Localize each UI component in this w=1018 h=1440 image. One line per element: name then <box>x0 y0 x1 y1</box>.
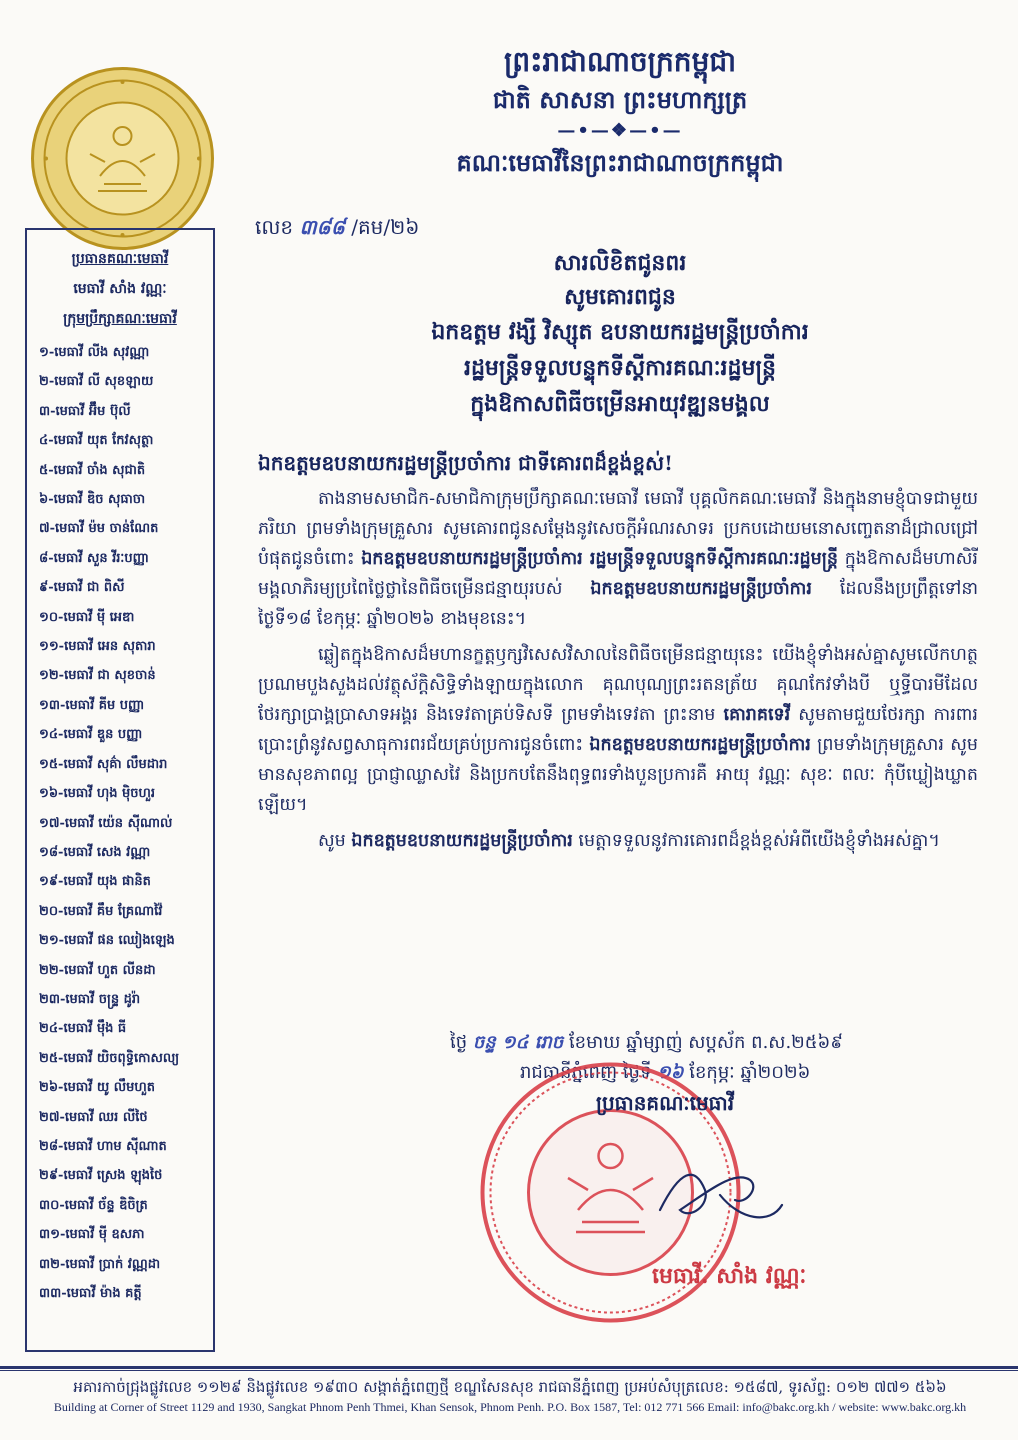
body-paragraph-2 <box>258 640 978 820</box>
body-paragraph-3 <box>258 826 978 856</box>
body-text: ព្រមទាំងក្រុមគ្រួសារ សូមមានសុខភាពល្អ ប្រាជ្ញាឈ្លាសវៃ និងប្រកបតែនឹងពុទ្ធពរទាំងបួនប្រការគឺ អាយុ វណ្ណៈ សុខៈ ពលៈ កុំបីឃ្លៀងឃ្លាតឡើយ។ <box>258 735 978 815</box>
council-member-list <box>27 338 213 1308</box>
council-member: ២៥-មេធាវី យិចពុទ្ធិកោសល្យ <box>39 1050 180 1066</box>
council-member: ២៦-មេធាវី យូ លឹមហួត <box>39 1080 156 1096</box>
signatory-title: ប្រធានគណៈមេធាវី <box>596 1091 735 1115</box>
letter-body <box>258 484 978 862</box>
council-member: ១៣-មេធាវី គីម បញ្ញា <box>39 697 145 713</box>
council-member: ៣២-មេធាវី ប្រាក់ វណ្ណដា <box>39 1256 161 1272</box>
council-member: ២៧-មេធាវី ឈរ លីថៃ <box>39 1109 148 1125</box>
kingdom-title: ព្រះរាជាណាចក្រកម្ពុជា <box>503 45 736 78</box>
council-member: ២២-មេធាវី ហួត លីនដា <box>39 962 156 978</box>
council-member: ១៧-មេធាវី យ៉េន ស៊ីណាល់ <box>39 815 173 831</box>
header-ornament: —•—❖—•— <box>557 120 683 141</box>
reference-suffix: /គម/២៦ <box>351 215 420 239</box>
council-member: ២៨-មេធាវី ហាម ស៊ីណាត <box>39 1138 167 1154</box>
sidebar-council-heading: ក្រុមប្រឹក្សាគណៈមេធាវី <box>63 311 177 327</box>
council-member: ២០-មេធាវី គឹម គ្រែណាវ៉ៃ <box>39 903 163 919</box>
solar-date-handwritten: ១៦ <box>657 1062 684 1083</box>
council-member: ២១-មេធាវី ផន ឈៀងឡេង <box>39 933 175 949</box>
council-sidebar <box>25 228 215 1352</box>
reference-handwritten-number: ៣៨៨ <box>299 215 345 239</box>
body-text: ក្នុងឱកាសដ៏មហាសិរីមង្គលាភិរម្យប្រពៃថ្លៃថ្លានៃពិធីចម្រើនជន្មាយុរបស់ <box>258 549 978 599</box>
lunar-date-suffix: ខែមាឃ ឆ្នាំម្សាញ់ សប្តស័ក ព.ស.២៥៦៩ <box>568 1032 844 1053</box>
salutation: ឯកឧត្តមឧបនាយករដ្ឋមន្ត្រីប្រចាំការ ជាទីគោរពដ៏ខ្ពង់ខ្ពស់! <box>258 451 673 475</box>
council-member: ១១-មេធាវី អេន សុតារា <box>39 639 156 655</box>
body-text: មេត្តាទទួលនូវការគោរពដ៏ខ្ពង់ខ្ពស់អំពីយើងខ្ញុំទាំងអស់គ្នា។ <box>578 831 940 851</box>
sidebar-president-name: មេធាវី សាំង វណ្ណៈ <box>73 281 167 297</box>
sidebar-president-heading: ប្រធានគណៈមេធាវី <box>71 251 169 267</box>
organization-name: គណៈមេធាវីនៃព្រះរាជាណាចក្រកម្ពុជា <box>456 148 784 177</box>
body-text: ដែលនឹងប្រព្រឹត្តទៅនាថ្ងៃទី១៨ ខែកុម្ភៈ ឆ្នាំ២០២៦ ខាងមុខនេះ។ <box>258 579 978 629</box>
solar-date-suffix: ខែកុម្ភៈ ឆ្នាំ២០២៦ <box>689 1062 811 1083</box>
lunar-date <box>450 1030 843 1057</box>
footer-english-address: Building at Corner of Street 1129 and 1930, Sangkat Phnom Penh Thmei, Khan Sensok, Phnom Penh. P.O. Box 1587, Tel: 012 771 566 Email: info@bakc.org.kh / website: www.bakc.org.kh <box>53 1400 967 1414</box>
lunar-date-handwritten: ចន្ទ ១៤ រោច <box>472 1032 564 1053</box>
council-member: ៨-មេធាវី សួន វីរៈបញ្ញា <box>39 550 149 566</box>
body-text: សូមតាមជួយថែរក្សា ការពារ ប្រោះព្រំនូវសព្វសាធុការពរជ័យគ្រប់ប្រការជូនចំពោះ <box>258 705 978 755</box>
council-member: ៣៣-មេធាវី ម៉ាង គត្តី <box>39 1286 142 1301</box>
letter-addressee-intro: សូមគោរពជូន <box>564 284 676 310</box>
council-member: ៦-មេធាវី ឌិច សុធាចា <box>39 492 146 508</box>
council-member: ២៩-មេធាវី ស្រេង ឡុងថៃ <box>39 1168 163 1184</box>
council-member: ១-មេធាវី លីង សុវណ្ណា <box>39 345 150 360</box>
handwritten-signature <box>650 1150 790 1240</box>
council-member: ១០-មេធាវី ម៉ី អេឌា <box>39 609 135 625</box>
council-member: ២-មេធាវី លី សុខឡាយ <box>39 374 154 390</box>
council-member: ៣០-មេធាវី ច័ន្ទ ឌិចិត្រ <box>39 1197 148 1213</box>
footer-divider <box>0 1366 1018 1369</box>
council-member: ១៥-មេធាវី សុគ៌ា លឹមដារា <box>39 756 168 772</box>
council-member: ១៩-មេធាវី យុង ផានិត <box>39 874 151 890</box>
council-member: ១៨-មេធាវី សេង វណ្ណា <box>39 844 151 860</box>
body-text: ឆ្លៀតក្នុងឱកាសដ៏មហានក្ខត្តឫក្សវិសេសវិសាលនៃពិធីចម្រើនជន្មាយុនេះ យើងខ្ញុំទាំងអស់គ្នាសូមលើកហត្ថប្រណមបួងសួងដល់វត្ថុស័ក្តិសិទ្ធិទាំងឡាយក្នុងលោក គុណបុណ្យព្រះរតនត្រ័យ គុណកែវទាំងបី ឬទ្ធីបារមីដែលថែរក្សាប្រាង្គប្រាសាទអង្គរ និងទេវតាគ្រប់ទិសទី ព្រមទាំងទេវតា ព្រះនាម <box>258 645 978 725</box>
council-member: ៤-មេធាវី យុត កែវសុត្ថា <box>39 433 154 449</box>
body-emphasis: ឯកឧត្តមឧបនាយករដ្ឋមន្ត្រីប្រចាំការ <box>351 831 573 851</box>
letter-addressee-role: រដ្ឋមន្ត្រីទទួលបន្ទុកទីស្តីការគណៈរដ្ឋមន្ត្រី <box>463 355 776 381</box>
reference-number <box>255 214 419 244</box>
national-motto: ជាតិ សាសនា ព្រះមហាក្សត្រ <box>492 85 748 114</box>
letter-title: សារលិខិតជូនពរ <box>553 250 687 276</box>
council-member: ៩-មេធាវី ជា ពិសី <box>39 580 125 596</box>
council-member: ១៤-មេធាវី ឌួន បញ្ញា <box>39 727 143 743</box>
council-member: ២៤-មេធាវី ម៉ឹង ធី <box>39 1021 127 1037</box>
body-paragraph-1 <box>258 484 978 634</box>
solar-date-prefix: រាជធានីភ្នំពេញ ថ្ងៃទី <box>520 1062 652 1083</box>
letter-addressee-name: ឯកឧត្តម វង្សី វិស្សុត ឧបនាយករដ្ឋមន្ត្រីប្រចាំការ <box>431 319 809 345</box>
council-member: ១២-មេធាវី ជា សុខចាន់ <box>39 668 156 684</box>
footer-khmer-address: អគារកាច់ជ្រុងផ្លូវលេខ ១១២៩ និងផ្លូវលេខ ១៩៣០ សង្កាត់ភ្នំពេញថ្មី ខណ្ឌសែនសុខ រាជធានីភ្នំពេញ ប្រអប់សំបុត្រលេខ: ១៥៨៧, ទូរស័ព្ទ: ០១២ ៧៧១ ៥៦៦ <box>73 1378 947 1396</box>
body-emphasis: គោរាគទេវី <box>723 705 791 725</box>
footer-divider-thin <box>0 1370 1018 1371</box>
council-member: ១៦-មេធាវី ហុង ម៉ិចហួរ <box>39 786 156 802</box>
letter-occasion: ក្នុងឱកាសពិធីចម្រើនអាយុវឌ្ឍនមង្គល <box>470 391 770 417</box>
council-member: ៣-មេធាវី អ៊ឹម ប៊ុលី <box>39 403 131 419</box>
lunar-date-prefix: ថ្ងៃ <box>450 1032 468 1053</box>
council-member: ៣១-មេធាវី ម៉ី ឧសភា <box>39 1227 145 1243</box>
council-member: ៥-មេធាវី ចាំង សុជាតិ <box>39 462 146 478</box>
signatory-name: មេធាវី. សាំង វណ្ណៈ <box>652 1263 807 1289</box>
council-member: ៧-មេធាវី ម៉ម ចាន់ណែត <box>39 521 159 537</box>
reference-prefix: លេខ <box>255 215 294 239</box>
body-emphasis: ឯកឧត្តមឧបនាយករដ្ឋមន្ត្រីប្រចាំការ រដ្ឋមន្ត្រីទទួលបន្ទុកទីស្តីការគណៈរដ្ឋមន្ត្រី <box>361 549 839 569</box>
body-emphasis: ឯកឧត្តមឧបនាយករដ្ឋមន្ត្រីប្រចាំការ <box>590 579 812 599</box>
letter-title-block <box>250 246 990 422</box>
letter-header <box>300 42 940 182</box>
bar-association-seal-logo <box>30 66 215 251</box>
body-emphasis: ឯកឧត្តមឧបនាយករដ្ឋមន្ត្រីប្រចាំការ <box>589 735 811 755</box>
body-text: សូម <box>318 831 346 851</box>
body-text: តាងនាមសមាជិក-សមាជិកាក្រុមប្រឹក្សាគណៈមេធាវី មេធាវី បុគ្គលិកគណៈមេធាវី និងក្នុងនាមខ្ញុំបាទជាមួយភរិយា ព្រមទាំងក្រុមគ្រួសារ សូមគោរពជូនសម្តែងនូវសេចក្តីអំណរសាទរ ប្រកបដោយមនោសញ្ចេតនាដ៏ជ្រាលជ្រៅបំផុតជូនចំពោះ <box>258 489 978 569</box>
council-member: ២៣-មេធាវី ចន្ទ្រ ដូរ៉ា <box>39 991 141 1007</box>
